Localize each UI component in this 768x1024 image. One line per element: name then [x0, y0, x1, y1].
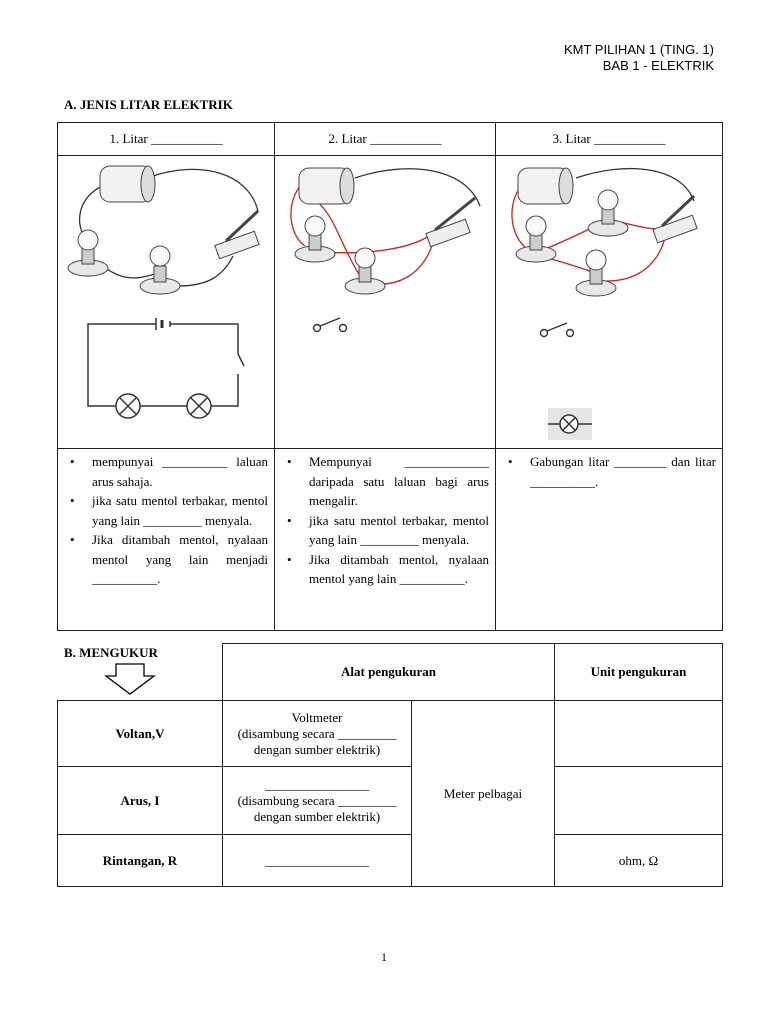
combination-description: [496, 449, 723, 631]
tool-connection: (disambung secara _________: [237, 725, 397, 741]
tool-connection: (disambung secara _________: [237, 792, 397, 808]
combination-circuit-drawing: [496, 156, 723, 448]
heading-circuit-1: 1. Litar ___________: [58, 123, 275, 156]
battery-icon: [299, 168, 354, 204]
quantity-current: Arus, I: [58, 767, 223, 835]
parallel-circuit-drawing: [275, 156, 496, 448]
bulb-icon: [68, 230, 108, 276]
combination-circuit-illustration: [496, 156, 723, 449]
tool-connection-end: dengan sumber elektrik): [253, 808, 381, 824]
bulb-icon: [140, 246, 180, 294]
heading-circuit-3: 3. Litar ___________: [496, 123, 723, 156]
tool-resistance: ________________: [223, 835, 412, 887]
bulb-icon: [588, 190, 628, 236]
measurement-table: [57, 643, 723, 887]
list-item: • Jika ditambah mentol, nyalaan mentol yang lain menjadi __________.: [92, 530, 268, 589]
section-a-title: A. JENIS LITAR ELEKTRIK: [64, 97, 233, 112]
document-header: [564, 42, 714, 74]
header-line-2: BAB 1 - ELEKTRIK: [602, 58, 714, 73]
parallel-circuit-illustration: [275, 156, 496, 449]
tool-current: [223, 767, 412, 835]
page-number: 1: [381, 950, 387, 964]
list-item: • Jika ditambah mentol, nyalaan mentol yang lain __________.: [309, 550, 489, 589]
tool-name: Voltmeter: [291, 709, 343, 725]
bulb-icon: [576, 250, 616, 296]
battery-icon: [518, 168, 573, 204]
header-line-1: KMT PILIHAN 1 (TING. 1): [563, 42, 714, 57]
tool-connection-end: dengan sumber elektrik): [253, 741, 381, 757]
list-item: • mempunyai __________ laluan arus sahaja.: [92, 452, 268, 491]
bulb-icon: [295, 216, 335, 262]
heading-circuit-2: 2. Litar ___________: [275, 123, 496, 156]
switch-symbol: [314, 318, 347, 332]
series-description: [58, 449, 275, 631]
list-item: • jika satu mentol terbakar, mentol yang lain _________ menyala.: [92, 491, 268, 530]
unit-resistance: ohm, Ω: [555, 835, 723, 887]
series-circuit-schematic: [88, 318, 244, 418]
column-header-unit: Unit pengukuran: [555, 644, 723, 701]
switch-symbol: [541, 323, 574, 337]
series-circuit-illustration: [58, 156, 275, 449]
section-b-title: B. MENGUKUR: [64, 645, 158, 660]
bulb-icon: [345, 248, 385, 294]
multimeter-cell: Meter pelbagai: [412, 701, 555, 887]
list-item: • jika satu mentol terbakar, mentol yang lain _________ menyala.: [309, 511, 489, 550]
switch-icon: [215, 211, 259, 259]
parallel-description: [275, 449, 496, 631]
tool-voltage: [223, 701, 412, 767]
switch-icon: [426, 198, 475, 247]
quantity-resistance: Rintangan, R: [58, 835, 223, 887]
unit-voltage: [555, 701, 723, 767]
series-circuit-drawing: [58, 156, 275, 448]
battery-icon: [100, 166, 155, 202]
list-item: • Gabungan litar ________ dan litar __________.: [530, 452, 716, 491]
unit-current: [555, 767, 723, 835]
quantity-voltage: Voltan,V: [58, 701, 223, 767]
circuit-types-table: [57, 122, 723, 631]
bulb-symbol: [548, 408, 592, 440]
bulb-icon: [516, 216, 556, 262]
column-header-tool: Alat pengukuran: [223, 644, 555, 701]
empty-corner-cell: [58, 644, 223, 701]
tool-name-blank: ________________: [265, 776, 369, 792]
list-item: • Mempunyai _____________ daripada satu laluan bagi arus mengalir.: [309, 452, 489, 511]
switch-icon: [653, 196, 697, 243]
